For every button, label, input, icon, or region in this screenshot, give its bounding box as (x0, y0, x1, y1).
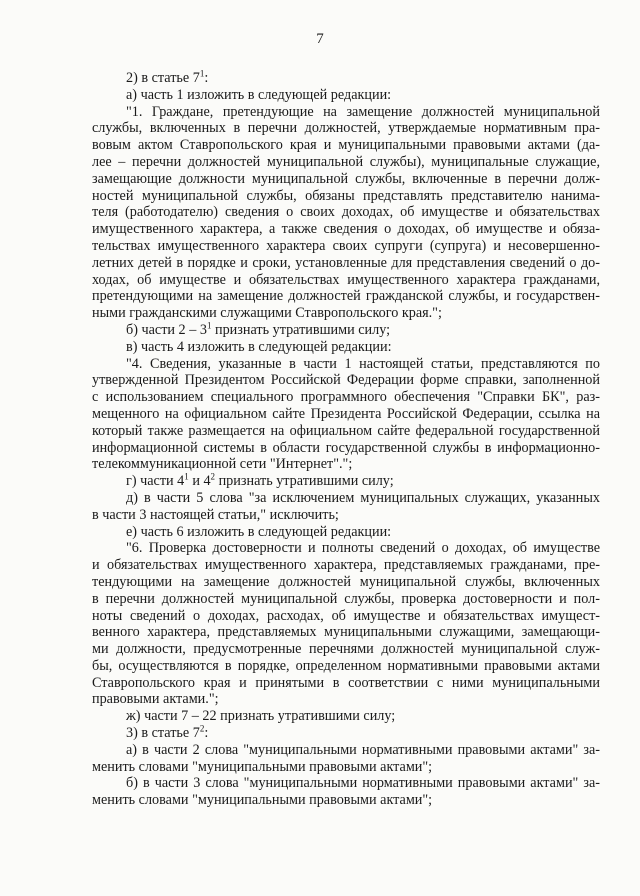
text-line: 3) в статье $7^2$: (126, 723, 209, 742)
document-body (92, 70, 600, 809)
text-line: 2) в статье $7^1$: (126, 68, 209, 86)
text-line: теля (работодателю) сведения о своих доходах, об имуществе и обязательствах (92, 204, 600, 221)
text-line: бы, осуществляются в порядке, определенном нормативными правовыми актами (92, 657, 600, 674)
text-line: "4. Сведения, указанные в части 1 настоящей статьи, представляются по (126, 355, 600, 372)
text-line: утвержденной Президентом Российской Федерации форме справки, заполненной (92, 372, 600, 389)
text-line: имущественного характера, а также сведения о доходах, об имуществе и обяза- (92, 221, 600, 238)
text-line: б) части $2 - 3^1$ признать утратившими силу; (126, 320, 391, 338)
text-line: замещающие должности муниципальной службы, включенные в перечни долж- (92, 170, 600, 187)
text-line: ж) части 7 – 22 признать утратившими силу; (126, 708, 396, 725)
text-line: б) в части 3 слова "муниципальными нормативными правовыми актами" за- (126, 775, 600, 792)
text-line: а) в части 2 слова "муниципальными нормативными правовыми актами" за- (126, 741, 600, 758)
text-line: в части 3 настоящей статьи," исключить; (92, 506, 339, 523)
text-line: Ставропольского края и принятыми в соответствии с ними муниципальными (92, 674, 600, 691)
text-line: е) часть 6 изложить в следующей редакции: (126, 523, 392, 540)
page-number: 7 (316, 31, 324, 47)
text-line: менить словами "муниципальными правовыми актами"; (92, 758, 433, 775)
text-line: службы, включенных в перечни должностей, утверждаемые нормативным пра- (92, 120, 600, 137)
text-line: и обязательствах имущественного характера, представляемых гражданами, пре- (92, 557, 600, 574)
text-line: в перечни должностей муниципальной службы, проверка достоверности и пол- (92, 590, 600, 607)
text-line: летних детей в порядке и сроки, установленные для представления сведений о до- (92, 254, 600, 271)
text-line: ноты сведений о доходах, расходах, об имуществе и обязательствах имущест- (92, 607, 600, 624)
text-line: претендующими на замещение должностей гражданской службы, и государствен- (92, 288, 600, 305)
text-line: вовым актом Ставропольского края и муниципальными правовыми актами (да- (92, 137, 600, 154)
text-line: д) в части 5 слова "за исключением муниципальных служащих, указанных (126, 489, 600, 506)
text-line: тендующими на замещение должностей муниципальной службы, включенных (92, 573, 600, 590)
text-line: а) часть 1 изложить в следующей редакции: (126, 86, 392, 103)
text-line: лее – перечни должностей муниципальной службы), муниципальные служащие, (92, 153, 600, 170)
text-line: который также размещается на официальном сайте федеральной государственной (92, 422, 600, 439)
text-line: ми должности, предусмотренные перечнями должностей муниципальной служ- (92, 641, 600, 658)
text-line: менить словами "муниципальными правовыми актами"; (92, 792, 433, 809)
text-line: "1. Граждане, претендующие на замещение должностей муниципальной (126, 103, 600, 120)
text-line: телекоммуникационной сети "Интернет"."; (92, 456, 353, 473)
text-line: ными гражданскими служащими Ставропольского края."; (92, 305, 442, 322)
text-line: тельствах имущественного характера своих супруги (супруга) и несовершенно- (92, 237, 600, 254)
text-line: мещенного на официальном сайте Президента Российской Федерации, ссылка на (92, 405, 600, 422)
text-line: ходах, об имуществе и обязательствах имущественного характера гражданами, (92, 271, 600, 288)
text-line: информационной системы в области государственной службы в информационно- (92, 439, 600, 456)
text-line: ностей муниципальной службы, обязаны представлять представителю нанима- (92, 187, 600, 204)
text-line: правовыми актами."; (92, 691, 219, 708)
text-line: венного характера, представляемых муниципальными служащими, замещающи- (92, 624, 600, 641)
text-line: "6. Проверка достоверности и полноты сведений о доходах, об имуществе (126, 540, 600, 557)
text-line: с использованием специального программного обеспечения "Справки БК", раз- (92, 389, 600, 406)
text-line: в) часть 4 изложить в следующей редакции: (126, 338, 392, 355)
text-line: г) части $4^1$ и $4^2$ признать утратившими силу; (126, 471, 394, 490)
